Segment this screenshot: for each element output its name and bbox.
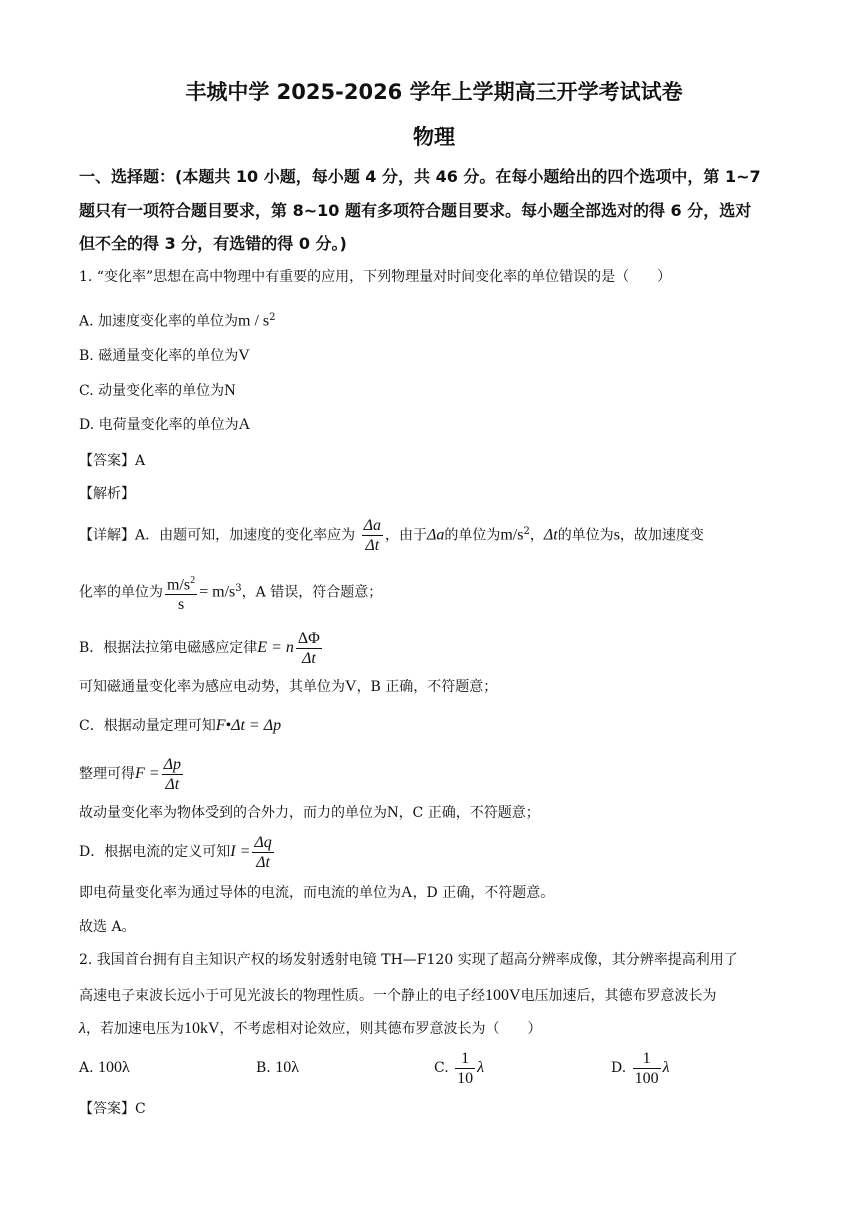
detail-b1: B．根据法拉第电磁感应定律 [79,640,258,656]
section-instructions-line2: 题只有一项符合题目要求，第 8~10 题有多项符合题目要求。每小题全部选对的得 6 分，选对 [79,201,752,220]
fraction-dphi-dt [296,629,322,668]
detail-c1: C．根据动量定理可知 [79,718,216,734]
detail-c2: 整理可得 [79,766,135,782]
math-s: s [613,526,620,544]
math-Ieq: I = [230,843,251,860]
math-E: E = n [257,639,294,656]
q1-option-a-text: A. 加速度变化率的单位为 [79,313,239,330]
q2-option-d-lambda: λ [662,1059,670,1076]
q2-option-b [256,1058,299,1078]
frac-num-text: m/s [167,576,191,594]
q2-line3-a: ，若加速电压为 [85,1021,184,1037]
detail-a5: 的单位为 [557,527,614,544]
detail-a7: 化率的单位为 [79,584,163,601]
math-V: V [345,678,357,695]
q1-detail-b-line1 [79,626,324,670]
q1-detail-c-line2 [79,752,185,796]
fraction-dq-dt [252,833,273,872]
math-Feq: F = [135,765,160,782]
exam-title: 丰城中学 2025-2026 学年上学期高三开学考试试卷 [185,80,683,104]
math-exp2: 2 [523,526,530,537]
math-exp3: 3 [235,583,242,594]
math-A: A [401,884,413,901]
detail-b2: 可知磁通量变化率为感应电动势，其单位为 [79,679,345,695]
detail-a8: ，A 错误，符合题意； [241,584,383,601]
frac-den: Δt [256,853,270,871]
fraction-ms2-s [165,571,197,614]
q2-option-c [434,1046,484,1090]
q1-option-d-unit: A [238,416,251,433]
q2-option-c-lambda: λ [477,1059,485,1076]
q1-detail-d-line2 [79,883,554,903]
q2-answer: 【答案】C [79,1101,146,1117]
q1-answer: 【答案】A [79,453,146,469]
frac-num: 1 [633,1049,661,1069]
q1-option-c [79,381,236,401]
q1-detail-c-line3 [79,803,540,823]
q2-lambda: λ [79,1020,86,1037]
q1-analysis-label: 【解析】 [79,486,135,502]
q1-option-b-text: B. 磁通量变化率的单位为 [79,348,239,364]
math-da: Δa [426,526,445,544]
frac-num: 1 [455,1049,475,1069]
detail-a2: ，由于 [384,527,427,544]
frac-den: Δt [301,649,316,667]
q1-detail-c-line1 [79,716,281,736]
q1-choice: 故选 A。 [79,919,136,935]
detail-d3: ，D 正确，不符题意。 [412,885,555,901]
q2-line3-b: ，不考虑相对论效应，则其德布罗意波长为（ ） [219,1021,542,1037]
detail-c3: 故动量变化率为物体受到的合外力，而力的单位为 [79,805,387,821]
frac-num [165,571,197,595]
math-N: N [387,804,399,821]
q1-option-d [79,415,250,435]
detail-d2: 即电荷量变化率为通过导体的电流，而电流的单位为 [79,885,401,901]
frac-num-exp: 2 [190,574,196,586]
question-1-stem: 1. “变化率”思想在高中物理中有重要的应用，下列物理量对时间变化率的单位错误的是（ ） [79,269,672,285]
section-instructions-line3: 但不全的得 3 分，有选错的得 0 分。) [79,234,347,253]
q2-option-c-fraction [455,1049,475,1088]
detail-c4: ，C 正确，不符题意； [398,805,540,821]
q1-option-a-unit: m / s [238,312,270,330]
detail-a3: 的单位为 [444,527,501,544]
detail-a4: ， [529,527,544,544]
frac-den: Δt [365,537,380,555]
q1-detail-b-line2 [79,677,497,697]
q2-option-b-label: B. [256,1060,271,1076]
detail-b3: ，B 正确，不符题意； [356,679,498,695]
q1-detail-a-line1 [79,510,704,558]
q2-voltage-2: 10kV [183,1020,220,1037]
q2-option-a-label: A. [79,1060,94,1076]
frac-den: 10 [457,1069,474,1087]
q1-option-d-text: D. 电荷量变化率的单位为 [79,417,239,433]
question-2-line2 [79,986,717,1006]
q2-line2-a: 高速电子束波长远小于可见光波长的物理性质。一个静止的电子经 [79,988,485,1004]
fraction-dp-dt [162,755,183,794]
q2-option-d [611,1046,670,1090]
section-instructions-line1: 一、选择题：(本题共 10 小题，每小题 4 分，共 46 分。在每小题给出的四个选项中，第 1~7 [79,167,761,186]
q1-option-a [79,308,276,332]
q1-option-c-text: C. 动量变化率的单位为 [79,383,225,399]
detail-a6: ，故加速度变 [619,527,704,544]
detail-a1: 【详解】A．由题可知，加速度的变化率应为 [79,527,356,544]
q2-option-a [79,1058,130,1078]
q2-line2-b: 电压加速后，其德布罗意波长为 [520,988,717,1004]
q1-detail-a-line2 [79,567,382,615]
frac-num: ΔΦ [297,629,320,647]
q1-option-b-unit: V [238,347,250,364]
q1-detail-d-line1 [79,830,276,874]
frac-den: Δt [165,775,180,793]
q1-option-a-exp: 2 [269,312,276,323]
math-ms2: m/s [500,526,524,544]
q2-option-d-fraction [633,1049,661,1088]
question-2-line1: 2. 我国首台拥有自主知识产权的场发射透射电镜 TH—F120 实现了超高分辨率成像，其分辨率提高利用了 [79,952,738,968]
fraction-da-dt [362,516,383,555]
frac-num: Δp [163,755,181,773]
q2-option-d-label: D. [611,1060,627,1076]
subject-title: 物理 [413,125,455,149]
math-ms3: = m/s [199,583,236,601]
math-dt: Δt [543,526,558,544]
q2-option-a-value: 100λ [98,1059,130,1076]
q1-option-b [79,346,250,366]
frac-num: Δa [363,517,381,535]
question-2-line3 [79,1019,542,1039]
detail-d1: D．根据电流的定义可知 [79,844,231,860]
frac-den: s [177,596,185,614]
q2-option-c-label: C. [434,1060,449,1076]
frac-den: 100 [634,1069,659,1087]
q2-voltage-1: 100V [485,987,521,1004]
math-Fdt: F•Δt = Δp [215,717,282,734]
q1-option-c-unit: N [224,382,236,399]
q2-option-b-value: 10λ [275,1059,299,1076]
frac-num: Δq [254,833,272,851]
